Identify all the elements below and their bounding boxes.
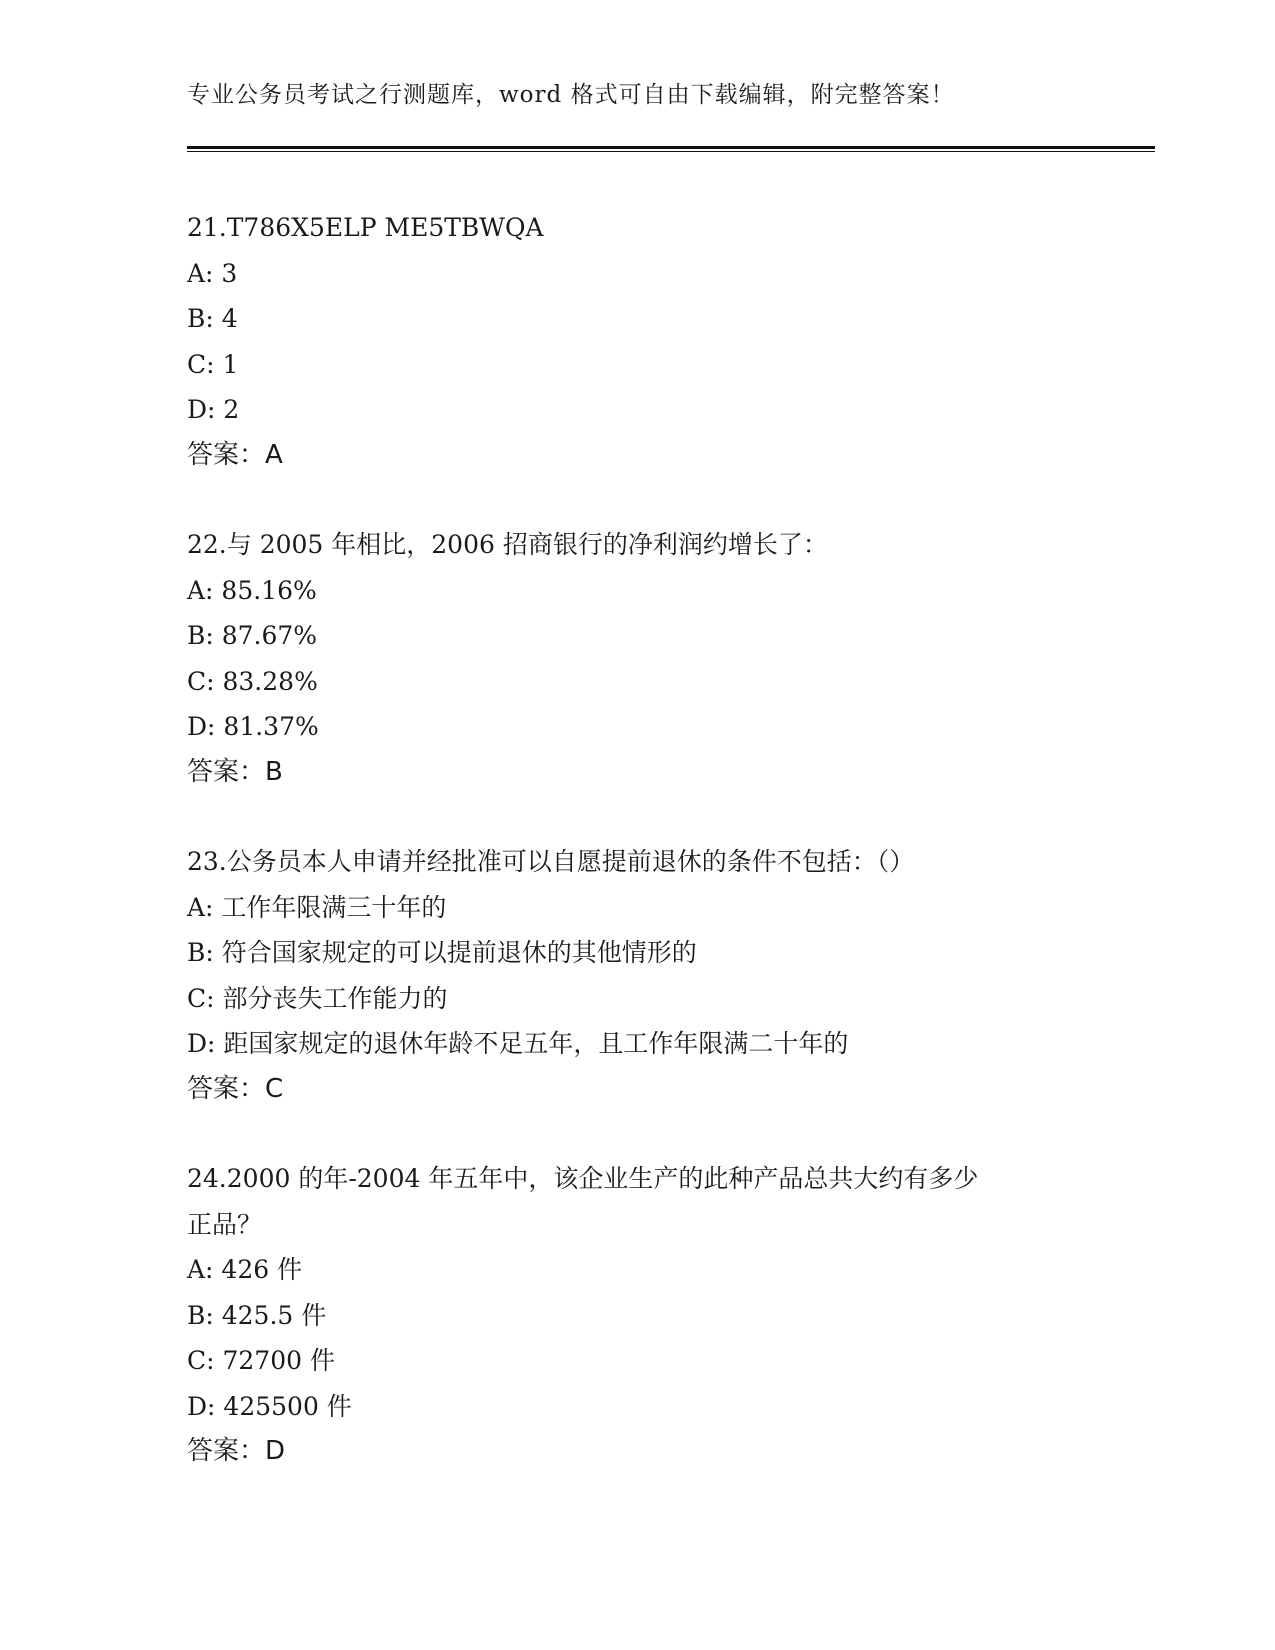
- header-divider-thin: [187, 151, 1155, 152]
- answer-line: 答案：A: [187, 439, 283, 470]
- option-d: D: 距国家规定的退休年龄不足五年，且工作年限满二十年的: [187, 1029, 849, 1058]
- question-24: [187, 1156, 1087, 1475]
- question-stem: 23.公务员本人申请并经批准可以自愿提前退休的条件不包括：（）: [187, 847, 915, 876]
- question-stem-line-2: 正品？: [187, 1209, 263, 1239]
- answer-line: 答案：D: [187, 1436, 286, 1466]
- answer-line: 答案：C: [187, 1073, 284, 1104]
- option-b: B: 符合国家规定的可以提前退休的其他情形的: [187, 938, 697, 967]
- page-header: 专业公务员考试之行测题库，word 格式可自由下载编辑，附完整答案！: [187, 82, 955, 108]
- question-stem-line-1: 24.2000 的年-2004 年五年中，该企业生产的此种产品总共大约有多少: [187, 1164, 979, 1193]
- option-b: B: 87.67%: [187, 621, 318, 650]
- option-d: D: 81.37%: [187, 712, 319, 741]
- option-c: C: 1: [187, 349, 239, 379]
- option-a: A: 426 件: [187, 1255, 303, 1284]
- option-b: B: 425.5 件: [187, 1300, 327, 1330]
- question-stem: 21.T786X5ELP ME5TBWQA: [187, 213, 544, 242]
- option-b: B: 4: [187, 304, 238, 333]
- option-c: C: 72700 件: [187, 1346, 335, 1375]
- option-c: C: 部分丧失工作能力的: [187, 983, 448, 1013]
- option-a: A: 85.16%: [187, 575, 317, 605]
- option-d: D: 2: [187, 395, 240, 424]
- question-22: [187, 522, 1087, 795]
- option-a: A: 3: [187, 258, 238, 288]
- option-c: C: 83.28%: [187, 666, 318, 696]
- option-a: A: 工作年限满三十年的: [187, 892, 447, 922]
- question-21: [187, 205, 1087, 478]
- option-d: D: 425500 件: [187, 1391, 352, 1421]
- header-divider-thick: [187, 146, 1155, 149]
- question-23: [187, 839, 1087, 1112]
- question-stem: 22.与 2005 年相比，2006 招商银行的净利润约增长了：: [187, 530, 828, 559]
- question-list: [187, 205, 1087, 1519]
- answer-line: 答案：B: [187, 756, 283, 787]
